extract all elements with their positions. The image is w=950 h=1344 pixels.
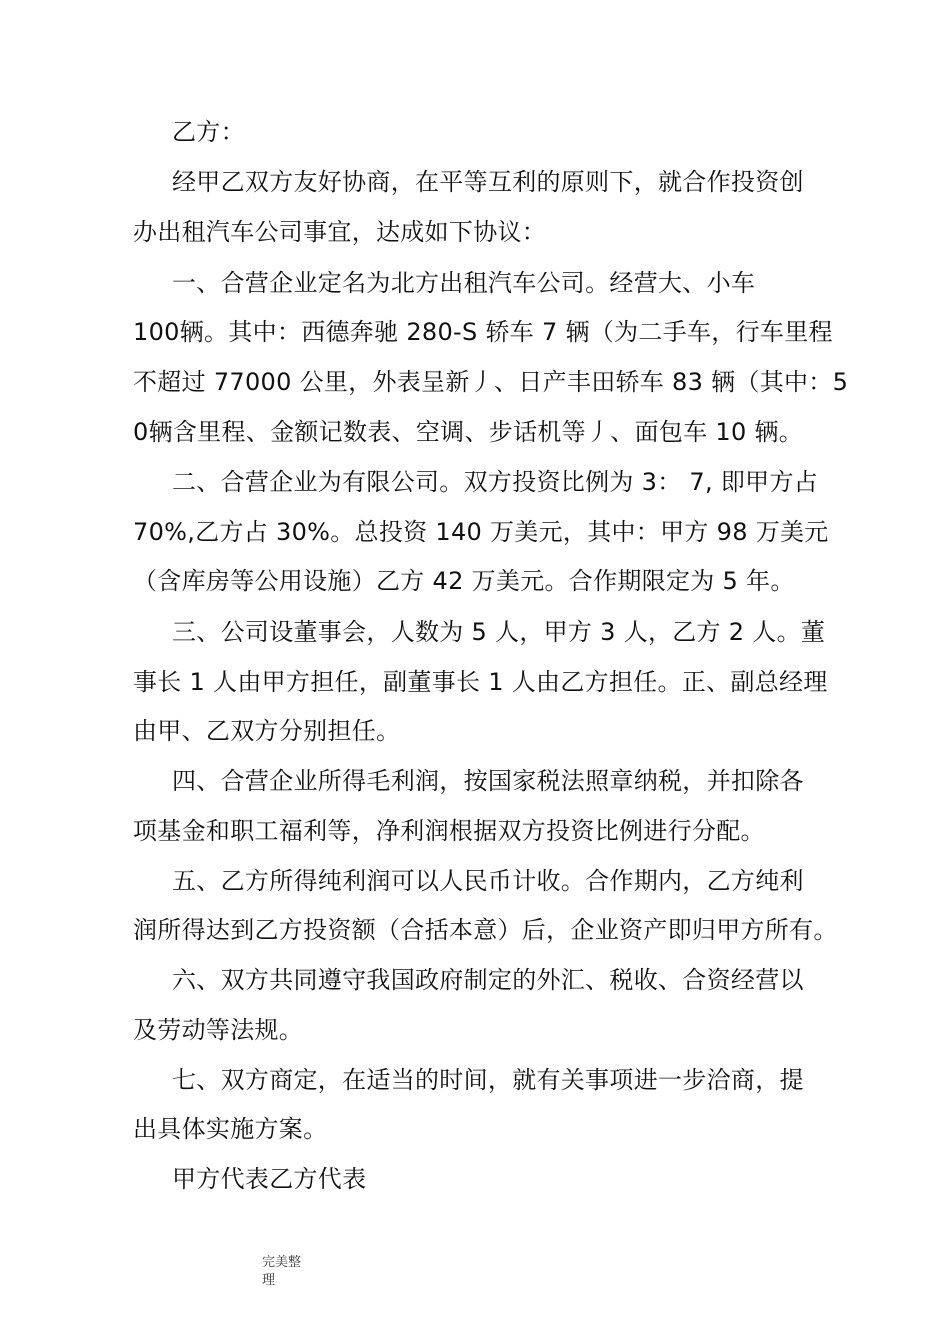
paragraph-line: 办出租汽车公司事宜，达成如下协议： (133, 218, 547, 246)
clause-1-line: 0辆含里程、金额记数表、空调、步话机等丿、面包车 10 辆。 (133, 418, 804, 446)
clause-1-line: 一、合营企业定名为北方出租汽车公司。经营大、小车 (172, 269, 756, 297)
paragraph-line: 经甲乙双方友好协商，在平等互利的原则下，就合作投资创 (172, 168, 804, 196)
clause-5-line: 五、乙方所得纯利润可以人民币计收。合作期内，乙方纯利 (172, 867, 804, 895)
clause-5-line: 润所得达到乙方投资额（合括本意）后，企业资产即归甲方所有。 (133, 916, 838, 944)
clause-1-line: 100辆。其中：西德奔驰 280-S 轿车 7 辆（为二手车，行车里程 (133, 318, 833, 346)
footer-text-line2: 理 (262, 1273, 276, 1288)
clause-1-line: 不超过 77000 公里，外表呈新丿、日产丰田轿车 83 辆（其中：5 (133, 368, 849, 396)
clause-2-line: 70%,乙方占 30%。总投资 140 万美元，其中：甲方 98 万美元 (133, 518, 829, 546)
clause-2-line: （含库房等公用设施）乙方 42 万美元。合作期限定为 5 年。 (133, 567, 795, 595)
clause-7-line: 七、双方商定，在适当的时间，就有关事项进一步洽商，提 (172, 1066, 804, 1094)
footer-text-line1: 完美整 (262, 1255, 302, 1270)
party-b-label: 乙方： (172, 118, 245, 146)
clause-4-line: 四、合营企业所得毛利润，按国家税法照章纳税，并扣除各 (172, 767, 804, 795)
clause-3-line: 由甲、乙双方分别担任。 (133, 717, 401, 745)
clause-4-line: 项基金和职工福利等，净利润根据双方投资比例进行分配。 (133, 817, 765, 845)
clause-3-line: 事长 1 人由甲方担任，副董事长 1 人由乙方担任。正、副总经理 (133, 668, 828, 696)
clause-7-line: 出具体实施方案。 (133, 1115, 328, 1143)
clause-2-line: 二、合营企业为有限公司。双方投资比例为 3： 7, 即甲方占 (172, 468, 819, 496)
signature-line: 甲方代表乙方代表 (172, 1165, 367, 1193)
clause-3-line: 三、公司设董事会，人数为 5 人，甲方 3 人，乙方 2 人。董 (172, 618, 826, 646)
clause-6-line: 及劳动等法规。 (133, 1016, 304, 1044)
clause-6-line: 六、双方共同遵守我国政府制定的外汇、税收、合资经营以 (172, 966, 804, 994)
